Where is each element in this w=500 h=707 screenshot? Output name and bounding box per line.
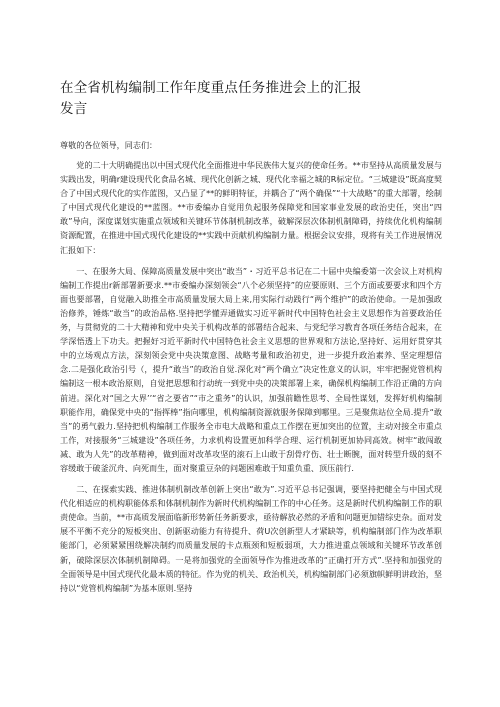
paragraph-section-2: 二、在探索实践、推进体制机制改革创新上突出“敢为”.习近平总书记强调，要坚持把健全与中国式现代化相适应的机构职能体系和体制机制作为新时代机构编制工作的中心任务。这是新时代机构编制工作的职责使命。当前，**市高质发展面临新形势新任务新要求，亟待解放必然的矛盾和问题更加错综史杂。面对发展不平衡不充分的短板突出、创新驱动能力有待提升、荷U次创新型人才紧缺等，机构编制部门作为改革职能部门，必须紧紧围绕解决制约而质量发展的卡点瓶颈和短板弱项，大力推进重点领域和关键环节改革创新，破除深层次体制机制障碍。一是将加强党的全面领导作为推进改革的“正确打开方式”.坚持和加强党的全面领导是中国式现代化最本质的特征。作为党的机关、政治机关，机构编制部门必须旗帜鲜明讲政治，坚持以“党管机构编制”为基本原则.坚持 (60, 484, 442, 593)
title-line-1: 在全省机构编制工作年度重点任务推进会上的汇报 (60, 80, 362, 96)
paragraph-section-1: 一、在服务大局、保障高质量发展中突出“敢当”・习近平总书记在二十届中央编委第一次会议上对机构编制工作提出r新部署新要求.**市委编办深刻领会“八个必须坚持”的应要原则、三个方面或要要求和四个方面也要部署，自觉融入助推全市高质量发展大局上来,用实际行动践行“两个维护”的政治使命。一是加强政治修养，锤炼“敢当”的政治品格.坚持把学懂弄通做实习近平新时代中国特色社会主义思想作为首要政治任务，与贯彻党的二十大精神和党中央关于机构改革的部署结合起来、与党纪学习教育各项任务结合起来，在学深悟透上下功夫。把握好习近平新时代中国特色社会主义思想的世界观和方法论,坚持好、运用好贯穿其中的立场观点方法，深刻领会党中央决策意图、战略考量和政治初史，进一步提升政治素养、坚定理想信念.二是强化政治引号（，提升“敢当”的政治自觉.深化对“两个确立”决定性意义的认识，牢牢把握党管机构编制这一根本政治原则，自觉把思想和行动统一到党中央的决策部署上来，确保机构编制工作沿正确的方向前进。深化对“国之大界’’“省之要省”“市之重务”的认识，加强前瞻性思考、全局性谋划，发挥好机构编制职能作用，确保党中央的“指挥棒”指向哪里，机构编制资源就服务保障到哪里。三是聚焦站位全局.提升“敢当”的勇气毅力.坚持把机构编制工作服务全市电大战略和重点工作摆在更加突出的位置，主动对接全市重点工作，对接服务“三城建设”各项任务，力求机构设置更加科学合理、运行机制更加协同高效。树牢“敢闯敢减、敢为人先”的改革精神，做到面对改革攻坚的滚石上山敢于刮骨疗伤、壮士断腕，面对转型升级的刻不容缓敢于破釜沉舟、向死而生，面对聚重豆杂的问题困难敢于知重负重、顶压前行. (60, 265, 442, 473)
document-title (60, 78, 442, 120)
paragraph-intro: 党的二十大明确提出以中国式现代化全面推进中华民族伟大复兴的使命任务。**市坚持从高质量发展与实践出发，明确r建设现代化食品名城、现代化创新之城、现代化幸福之城的R标定位。“三城建设”既高度契合了中国式现代化的实作蓝图，又凸显了**的鲜明特征，并耦合了“两个确保”“十大战略”的重大部署，绘制了中国式现代化建设的**蓝图。**市委编办自觉用负起服务保障党和国家事业发展的政治史任，突出“四敢”导向，深度谋划实施重点领域和关键环节体制机制改革，破解深层次体制机制障碍，持续优化机构编制资源配置，在推进中国式现代化建设的**实践中贡献机构编制力量。根据会议安排，现将有关工作进展情况汇报如下： (60, 160, 442, 255)
salutation: 尊敬的各位领导，同志们： (60, 140, 158, 150)
title-line-2: 发言 (60, 101, 88, 117)
